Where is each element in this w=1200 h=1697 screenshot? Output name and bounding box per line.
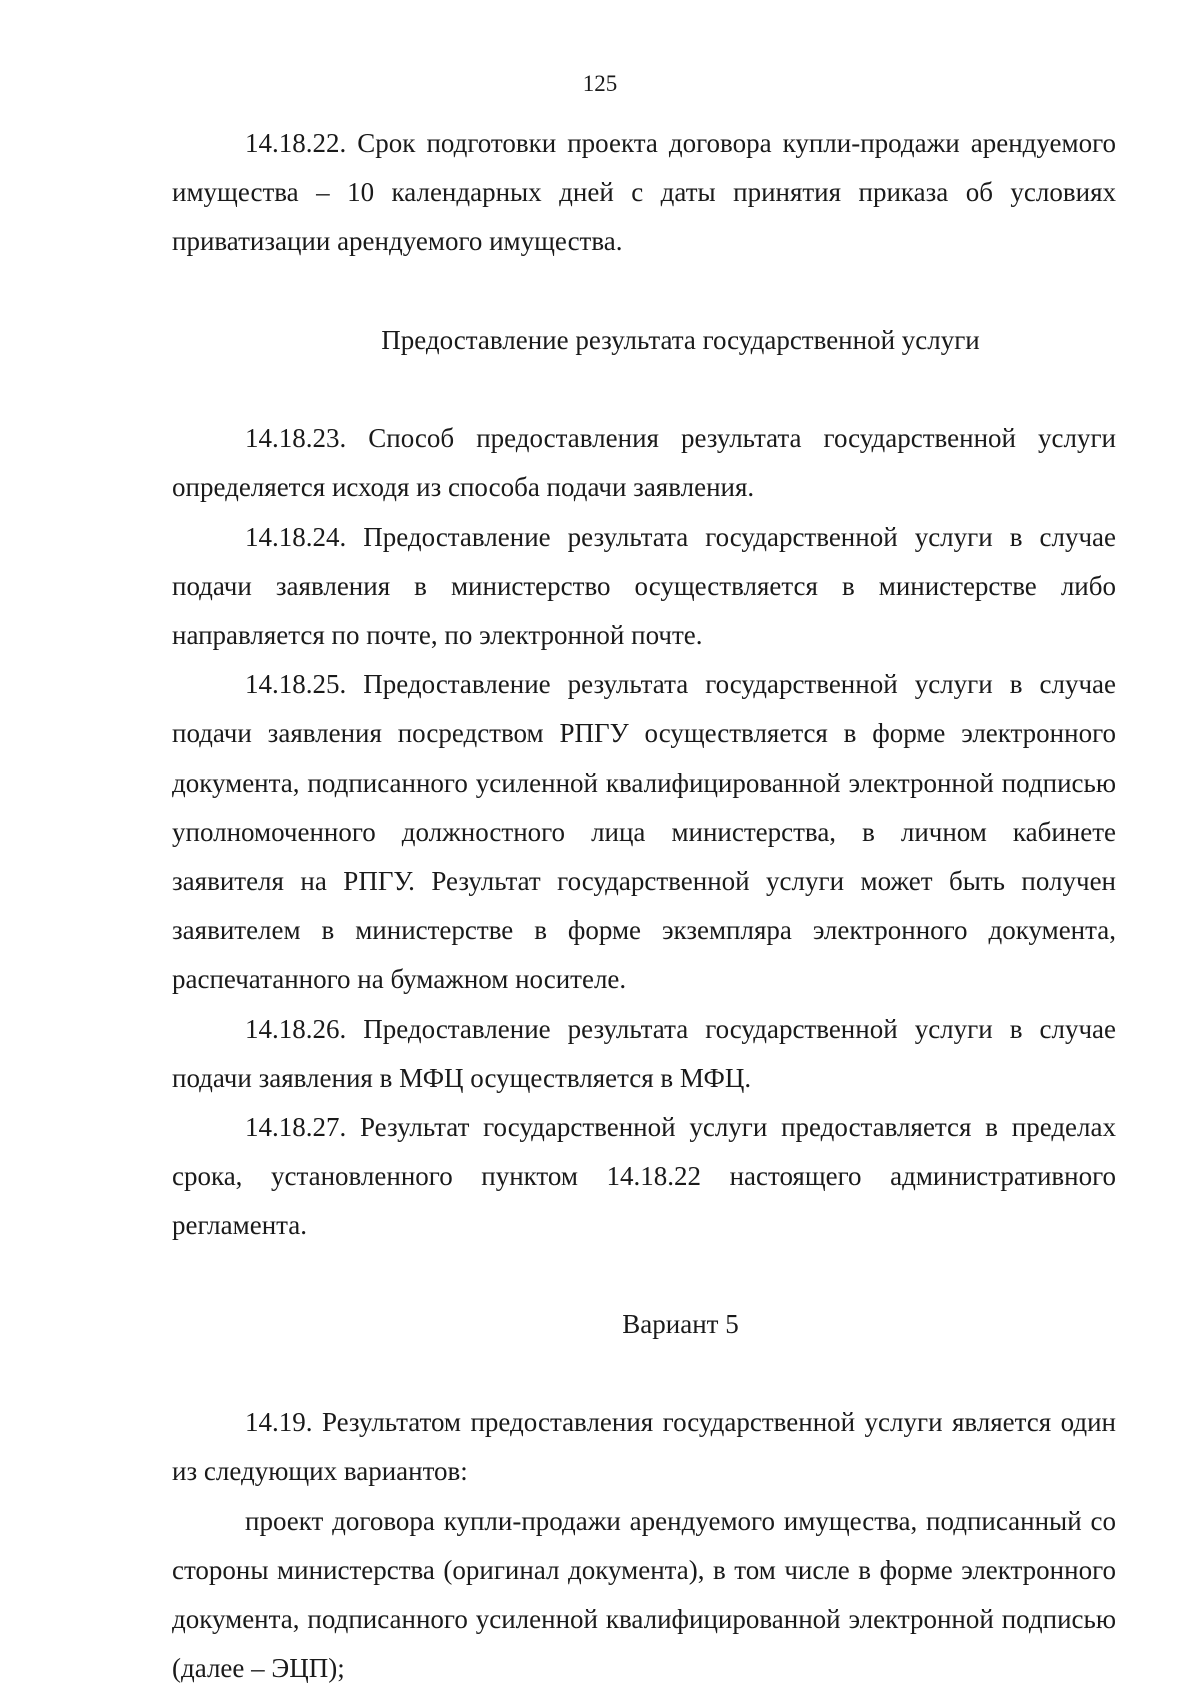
paragraph-project-contract: проект договора купли-продажи арендуемого имущества, подписанный со стороны министерства (оригинал документа), в том числе в форме электронного документа, подписанного усиленной квалифицированной электронной подписью (далее – ЭЦП); [172, 1505, 1116, 1684]
paragraph-14-18-25: 14.18.25. Предоставление результата государственной услуги в случае подачи заявления посредством РПГУ осуществляется в форме электронного документа, подписанного усиленной квалифицированной электронной подписью уполномоченного должностного лица министерства, в личном кабинете заявителя на РПГУ. Результат государственной услуги может быть получен заявителем в министерстве в форме экземпляра электронного документа, распечатанного на бумажном носителе. [172, 669, 1116, 995]
spacer [172, 1349, 1116, 1398]
paragraph-14-19: 14.19. Результатом предоставления государственной услуги является один из следующих вариантов: [172, 1407, 1116, 1487]
section-heading-result: Предоставление результата государственной услуги [381, 324, 980, 355]
document-body [172, 119, 1116, 1693]
paragraph-14-18-24: 14.18.24. Предоставление результата государственной услуги в случае подачи заявления в министерство осуществляется в министерстве либо направляется по почте, по электронной почте. [172, 521, 1116, 650]
paragraph-14-18-27: 14.18.27. Результат государственной услуги предоставляется в пределах срока, установленного пунктом 14.18.22 настоящего административного регламента. [172, 1112, 1116, 1241]
paragraph-14-18-22: 14.18.22. Срок подготовки проекта договора купли-продажи арендуемого имущества – 10 календарных дней с даты принятия приказа об условиях приватизации арендуемого имущества. [172, 128, 1116, 257]
spacer [172, 1251, 1116, 1300]
paragraph-14-18-26: 14.18.26. Предоставление результата государственной услуги в случае подачи заявления в МФЦ осуществляется в МФЦ. [172, 1013, 1116, 1093]
section-heading-variant: Вариант 5 [622, 1308, 739, 1339]
spacer [172, 365, 1116, 414]
page-number: 125 [582, 71, 618, 96]
paragraph-14-18-23: 14.18.23. Способ предоставления результата государственной услуги определяется исходя из способа подачи заявления. [172, 423, 1116, 503]
spacer [172, 267, 1116, 316]
